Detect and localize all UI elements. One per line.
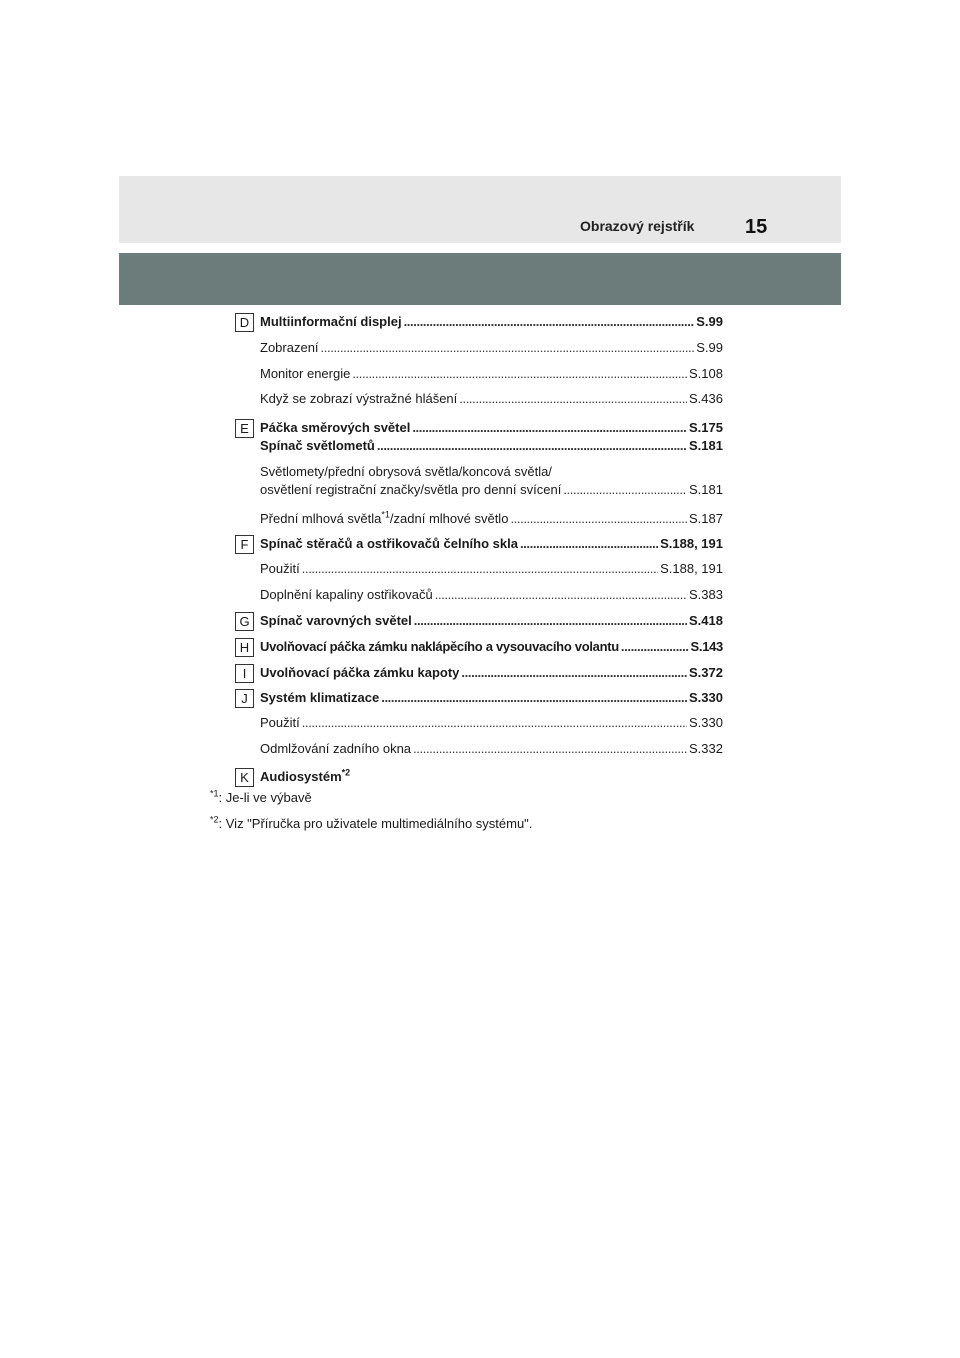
index-entry[interactable]: Audiosystém$^{*2}$ bbox=[260, 767, 351, 784]
section-letter-j: J bbox=[235, 689, 254, 708]
index-entry-line1: Světlomety/přední obrysová světla/koncová světla/ bbox=[260, 464, 552, 479]
section-letter-e: E bbox=[235, 419, 254, 438]
index-entry[interactable]: Monitor energie . . . S.108 bbox=[260, 365, 723, 383]
index-entry[interactable]: Multiinformační displej . . . S.99 bbox=[260, 313, 723, 331]
index-entry[interactable]: Spínač varovných světel . . . S.418 bbox=[260, 612, 723, 630]
index-entry[interactable]: Použití . . . S.188, 191 bbox=[260, 560, 723, 578]
header-title: Obrazový rejstřík bbox=[580, 218, 695, 234]
index-entry[interactable]: Uvolňovací páčka zámku naklápěcího a vysouvacího volantu . . . S.143 bbox=[260, 638, 723, 656]
index-entry[interactable]: Spínač světlometů . . . S.181 bbox=[260, 437, 723, 455]
section-letter-h: H bbox=[235, 638, 254, 657]
index-entry[interactable]: osvětlení registrační značky/světla pro denní svícení . . . S.181 bbox=[260, 481, 723, 499]
index-entry[interactable]: Uvolňovací páčka zámku kapoty . . . S.372 bbox=[260, 664, 723, 682]
header-bar bbox=[119, 176, 841, 243]
section-letter-i: I bbox=[235, 664, 254, 683]
index-entry[interactable]: Použití . . . S.330 bbox=[260, 714, 723, 732]
section-letter-g: G bbox=[235, 612, 254, 631]
footnote-2: $^{*2}$: Viz "Příručka pro uživatele multimediálního systému". bbox=[210, 814, 533, 831]
footnote-1: $^{*1}$: Je-li ve výbavě bbox=[210, 788, 312, 805]
index-entry[interactable]: Doplnění kapaliny ostřikovačů . . . S.383 bbox=[260, 586, 723, 604]
index-entry[interactable]: Páčka směrových světel . . . S.175 bbox=[260, 419, 723, 437]
section-letter-k: K bbox=[235, 768, 254, 787]
index-entry[interactable]: Odmlžování zadního okna . . . S.332 bbox=[260, 740, 723, 758]
index-entry[interactable]: Přední mlhová světla$^{*1}$/zadní mlhové světlo . . . S.187 bbox=[260, 510, 723, 528]
index-entry[interactable]: Zobrazení . . . S.99 bbox=[260, 339, 723, 357]
section-letter-f: F bbox=[235, 535, 254, 554]
page-number: 15 bbox=[745, 216, 768, 238]
index-entry[interactable]: Spínač stěračů a ostřikovačů čelního skla . . . S.188, 191 bbox=[260, 535, 723, 553]
index-entry[interactable]: Když se zobrazí výstražné hlášení . . . S.436 bbox=[260, 390, 723, 408]
section-letter-d: D bbox=[235, 313, 254, 332]
header-band bbox=[119, 253, 841, 305]
index-entry[interactable]: Systém klimatizace . . . S.330 bbox=[260, 689, 723, 707]
